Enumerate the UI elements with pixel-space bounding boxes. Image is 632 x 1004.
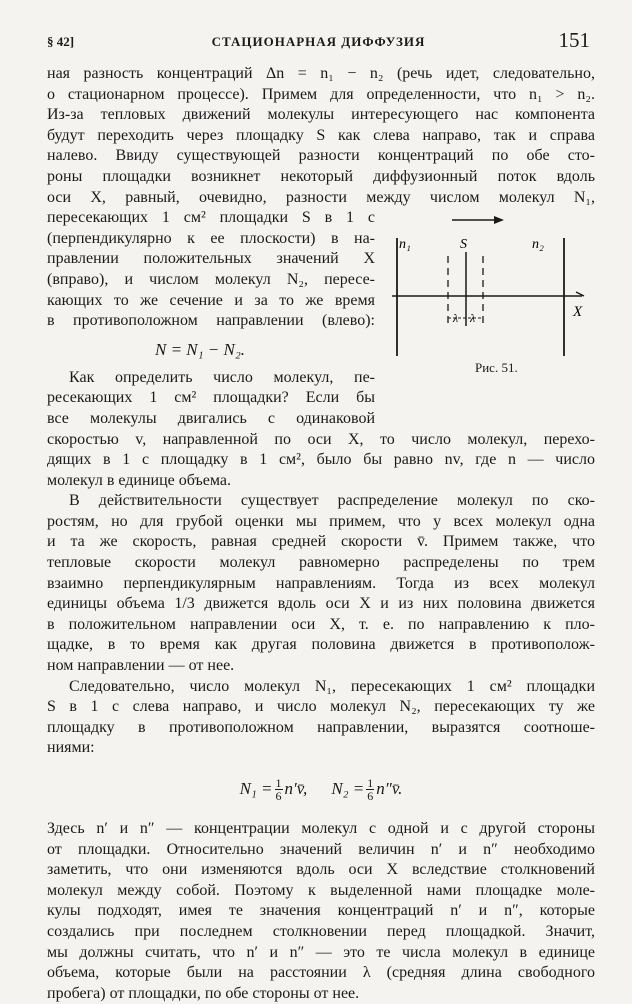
text-line: дящих в 1 с площадку в 1 см², было бы равно nv, где n — число bbox=[47, 451, 595, 469]
section-number: § 42] bbox=[47, 34, 75, 49]
text-line: создались при последнем столкновении перед площадкой. Значит, bbox=[47, 922, 595, 940]
text-line: единицы объема 1/3 движется вдоль оси X и из них половина движется bbox=[47, 595, 595, 613]
text-line: S в 1 с слева направо, и число молекул N₂, пересекающих ту же bbox=[47, 698, 595, 716]
text-line: В действительности существует распределение молекул по ско- bbox=[69, 492, 595, 510]
paragraph-2-cont bbox=[47, 430, 595, 492]
text-line: скоростью v, направленной по оси X, то число молекул, перехо- bbox=[47, 430, 595, 448]
diffusion-diagram bbox=[390, 208, 595, 358]
paragraph-4 bbox=[47, 677, 595, 759]
text-line: площадку в противоположном направлении, выразятся соотноше- bbox=[47, 718, 595, 736]
fraction-denominator: 6 bbox=[367, 788, 374, 803]
label-n2: n₂ bbox=[532, 237, 544, 252]
text-line: кулы подходят, имея те значения концентраций n′ и n″, которые bbox=[47, 902, 595, 920]
text-line: ниями: bbox=[47, 739, 95, 757]
text-line: заметить, что они изменяются вдоль оси X вследствие столкновений bbox=[47, 861, 595, 879]
text-line: оси X, равный, очевидно, разности между числом молекул N₁, bbox=[47, 188, 595, 206]
text-line: в противоположном направлении (влево): bbox=[47, 312, 375, 330]
flow-arrow-head bbox=[494, 216, 504, 224]
text-line: ростям, но для грубой оценки мы примем, что у всех молекул одна bbox=[47, 512, 595, 530]
text-line: роны площадки возникнет некоторый диффузионный поток вдоль bbox=[47, 167, 595, 185]
equation-n-difference: N = N₁ − N₂. bbox=[155, 339, 246, 359]
text-line: щадке, в то время как другая половина движется в противополож- bbox=[47, 636, 595, 654]
text-line: в положительном направлении оси X, т. е. по направлению к пло- bbox=[47, 615, 595, 633]
text-line: правлении положительных значений X bbox=[47, 250, 375, 268]
fraction-numerator: 1 bbox=[367, 775, 374, 790]
figure-caption: Рис. 51. bbox=[475, 360, 518, 375]
text-line: ном направлении — от нее. bbox=[47, 657, 235, 675]
chapter-title: СТАЦИОНАРНАЯ ДИФФУЗИЯ bbox=[211, 34, 426, 49]
text-line: объема, которые были на расстоянии λ (средняя длина свободного bbox=[47, 964, 595, 982]
label-lambda: λ bbox=[470, 311, 476, 325]
text-line: Здесь n′ и n″ — концентрации молекул с одной и с другой стороны bbox=[47, 820, 595, 837]
label-n1: n₁ bbox=[399, 237, 411, 252]
figure-51 bbox=[390, 208, 595, 388]
eq-n2-lhs: N₂ = bbox=[331, 778, 365, 798]
fraction-one-sixth bbox=[275, 777, 283, 802]
label-s: S bbox=[460, 237, 467, 252]
text-line: мы должны считать, что n′ и n″ — это те числа молекул в единице bbox=[47, 943, 595, 961]
equation-n1-n2 bbox=[47, 759, 595, 819]
text-line: ная разность концентраций Δn = n₁ − n₂ (речь идет, следовательно, bbox=[47, 65, 595, 82]
text-line: пробега) от площадки, по обе стороны от нее. bbox=[47, 984, 360, 1002]
fraction-one-sixth bbox=[366, 777, 374, 802]
text-line: (перпендикулярно к ее плоскости) в на- bbox=[47, 229, 375, 247]
running-header bbox=[47, 28, 590, 54]
eq-n2-rhs: n″v̄. bbox=[376, 778, 403, 798]
text-line: и та же скорость, равная средней скорости v̄. Примем также, что bbox=[47, 533, 595, 551]
text-line: о стационарном процессе). Примем для определенности, что n₁ > n₂. bbox=[47, 85, 595, 103]
text-line: взаимно перпендикулярным направлениям. Тогда из всех молекул bbox=[47, 574, 595, 592]
label-lambda: λ bbox=[453, 311, 459, 325]
text-line: будут переходить через площадку S как слева направо, так и справа bbox=[47, 126, 595, 144]
text-line: Из-за тепловых движений молекулы интересующего нас компонента bbox=[47, 106, 595, 124]
text-line: ресекающих 1 см² площадки? Если бы bbox=[47, 389, 375, 407]
paragraph-1-wrapped bbox=[47, 208, 375, 332]
text-line: Следовательно, число молекул N₁, пересекающих 1 см² площадки bbox=[69, 677, 595, 695]
paragraph-1 bbox=[47, 64, 595, 208]
text-line: (вправо), и числом молекул N₂, пересе- bbox=[47, 270, 375, 288]
page-number: 151 bbox=[558, 28, 590, 52]
text-line: тепловые скорости молекул равномерно распределены по трем bbox=[47, 554, 595, 572]
text-line: налево. Ввиду существующей разности концентраций по обе сто- bbox=[47, 147, 595, 165]
fraction-numerator: 1 bbox=[275, 775, 282, 790]
label-x-axis: X bbox=[573, 304, 583, 320]
paragraph-5 bbox=[47, 819, 595, 1004]
text-line: от площадки. Относительно значений величин n′ и n″ необходимо bbox=[47, 840, 595, 858]
text-line: кающих то же сечение и за то же время bbox=[47, 291, 375, 309]
text-line: молекул в единице объема. bbox=[47, 471, 231, 489]
eq-n1-rhs: n′v̄, bbox=[284, 778, 308, 798]
fraction-denominator: 6 bbox=[275, 788, 282, 803]
text-line: молекул между собой. Поэтому к выделенной нами площадке моле- bbox=[47, 881, 595, 899]
paragraph-2 bbox=[47, 368, 375, 430]
text-line: Как определить число молекул, пе- bbox=[69, 368, 375, 386]
eq-n1-lhs: N₁ = bbox=[239, 778, 273, 798]
body-text bbox=[47, 64, 595, 1004]
text-line: пересекающих 1 см² площадки S в 1 с bbox=[47, 209, 375, 227]
text-line: все молекулы двигались с одинаковой bbox=[47, 409, 375, 427]
paragraph-3 bbox=[47, 491, 595, 676]
